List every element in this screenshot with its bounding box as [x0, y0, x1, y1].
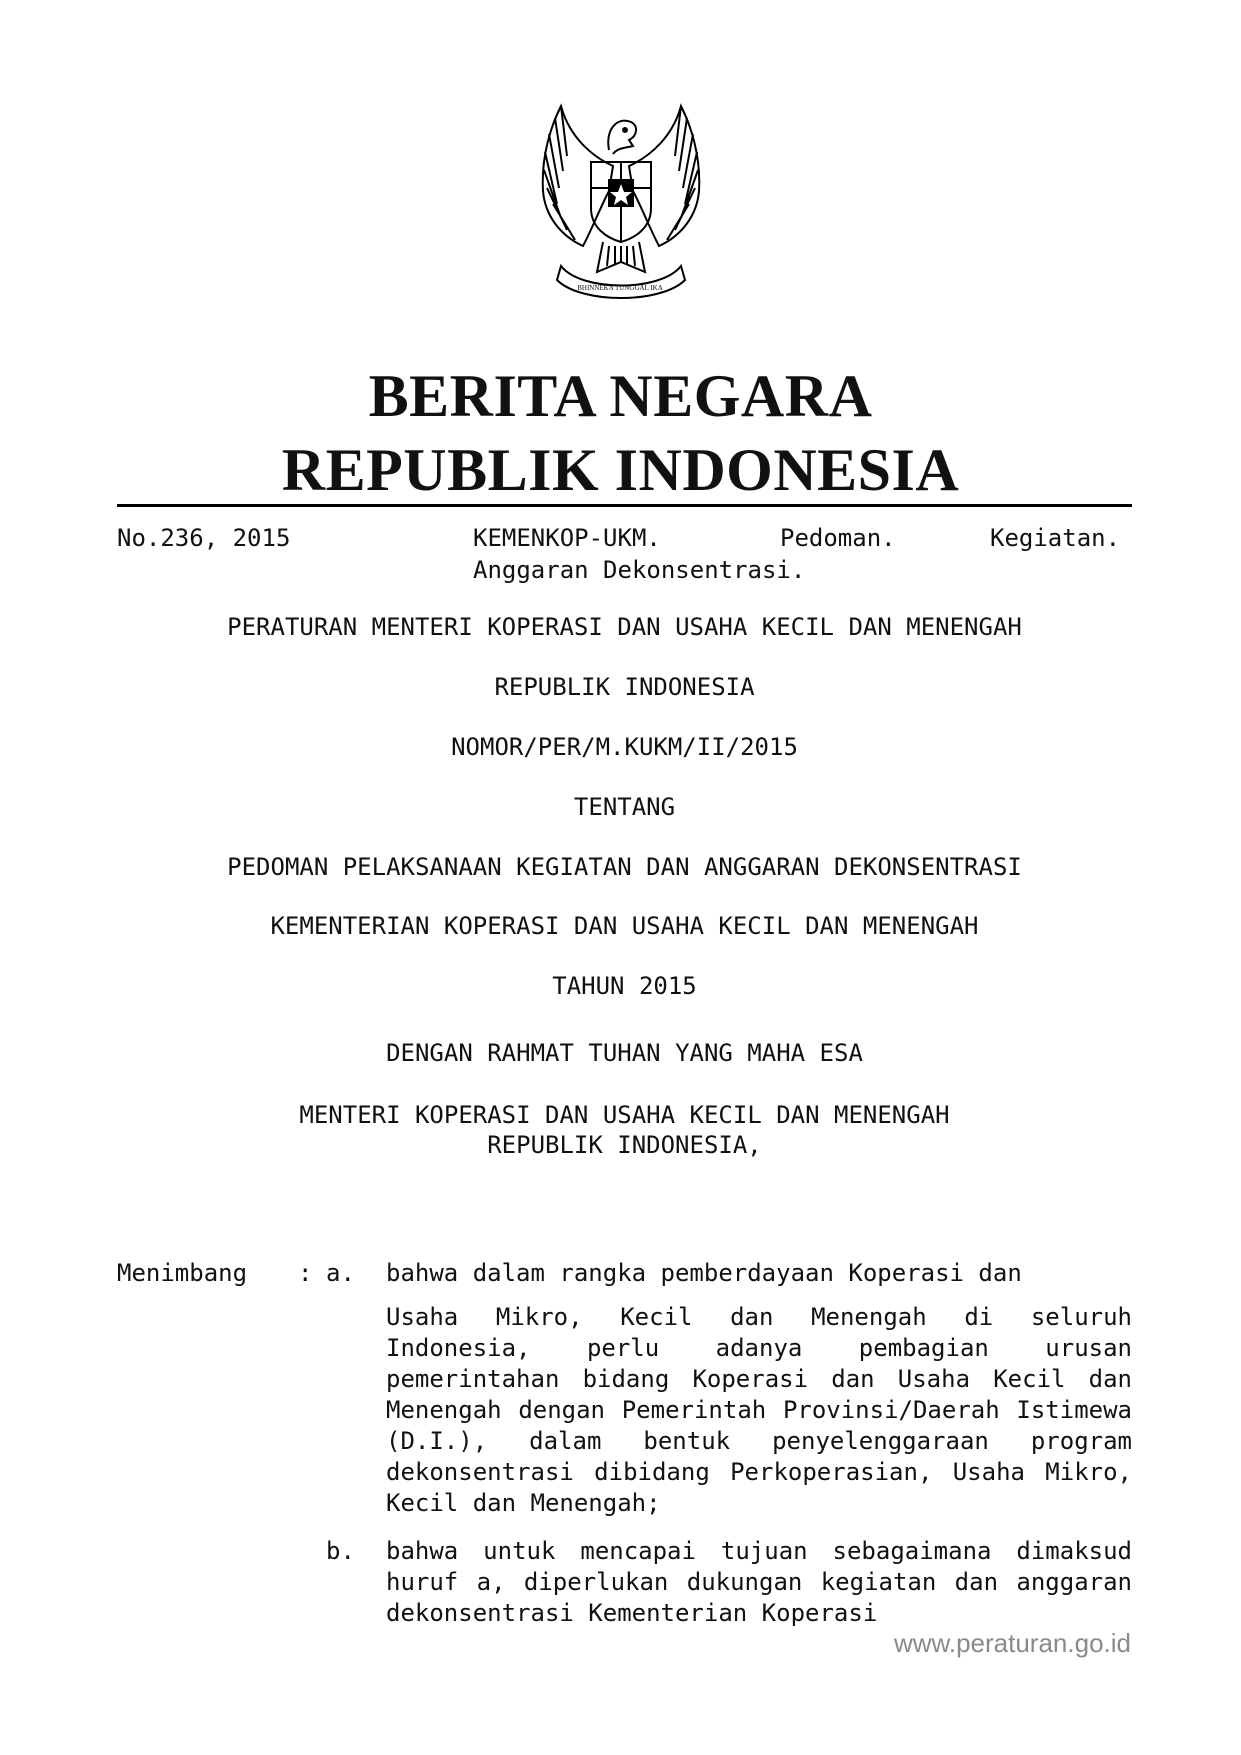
minister-line-1: MENTERI KOPERASI DAN USAHA KECIL DAN MENENGAH [299, 1101, 950, 1129]
subject-keyword-1: KEMENKOP-UKM. [473, 524, 661, 552]
considering-label: Menimbang [117, 1259, 248, 1287]
considering-colon: : [298, 1259, 313, 1287]
minister-line-2: REPUBLIK INDONESIA, [487, 1131, 762, 1159]
gazette-number: No.236, 2015 [117, 524, 291, 552]
subject-keyword-2: Pedoman. [780, 524, 896, 552]
masthead-rule [117, 504, 1132, 507]
title-line-3: NOMOR/PER/M.KUKM/II/2015 [451, 733, 798, 761]
item-b-marker: b. [326, 1537, 355, 1565]
item-a-marker: a. [326, 1259, 355, 1287]
title-line-5: PEDOMAN PELAKSANAAN KEGIATAN DAN ANGGARAN DEKONSENTRASI [227, 853, 1022, 881]
item-a-text: Usaha Mikro, Kecil dan Menengah di seluruh Indonesia, perlu adanya pembagian urusan pemerintahan bidang Koperasi dan Usaha Kecil dan Menengah dengan Pemerintah Provinsi/Daerah Istimewa (D.I.), dalam bentuk penyelenggaraan program dekonsentrasi dibidang Perkoperasian, Usaha Mikro, Kecil dan Menengah; [386, 1303, 1132, 1517]
title-line-7: TAHUN 2015 [552, 972, 697, 1000]
garuda-emblem-icon [521, 96, 721, 308]
item-a-first-line: bahwa dalam rangka pemberdayaan Koperasi dan [386, 1259, 1022, 1287]
title-line-4: TENTANG [573, 793, 676, 821]
masthead-line2: REPUBLIK INDONESIA [281, 437, 960, 503]
source-watermark: www.peraturan.go.id [893, 1628, 1131, 1658]
title-line-2: REPUBLIK INDONESIA [494, 673, 755, 701]
item-b-text: bahwa untuk mencapai tujuan sebagaimana dimaksud huruf a, diperlukan dukungan kegiatan dan anggaran dekonsentrasi Kementerian Koperasi [386, 1537, 1132, 1627]
emblem-motto: BHINNEKA TUNGGAL IKA [577, 284, 663, 292]
subject-keyword-3: Kegiatan. [990, 524, 1121, 552]
masthead-line1: BERITA NEGARA [368, 363, 873, 429]
invocation: DENGAN RAHMAT TUHAN YANG MAHA ESA [386, 1039, 863, 1067]
title-line-1: PERATURAN MENTERI KOPERASI DAN USAHA KECIL DAN MENENGAH [227, 613, 1022, 641]
subject-line-2: Anggaran Dekonsentrasi. [473, 556, 806, 584]
title-line-6: KEMENTERIAN KOPERASI DAN USAHA KECIL DAN MENENGAH [270, 912, 979, 940]
